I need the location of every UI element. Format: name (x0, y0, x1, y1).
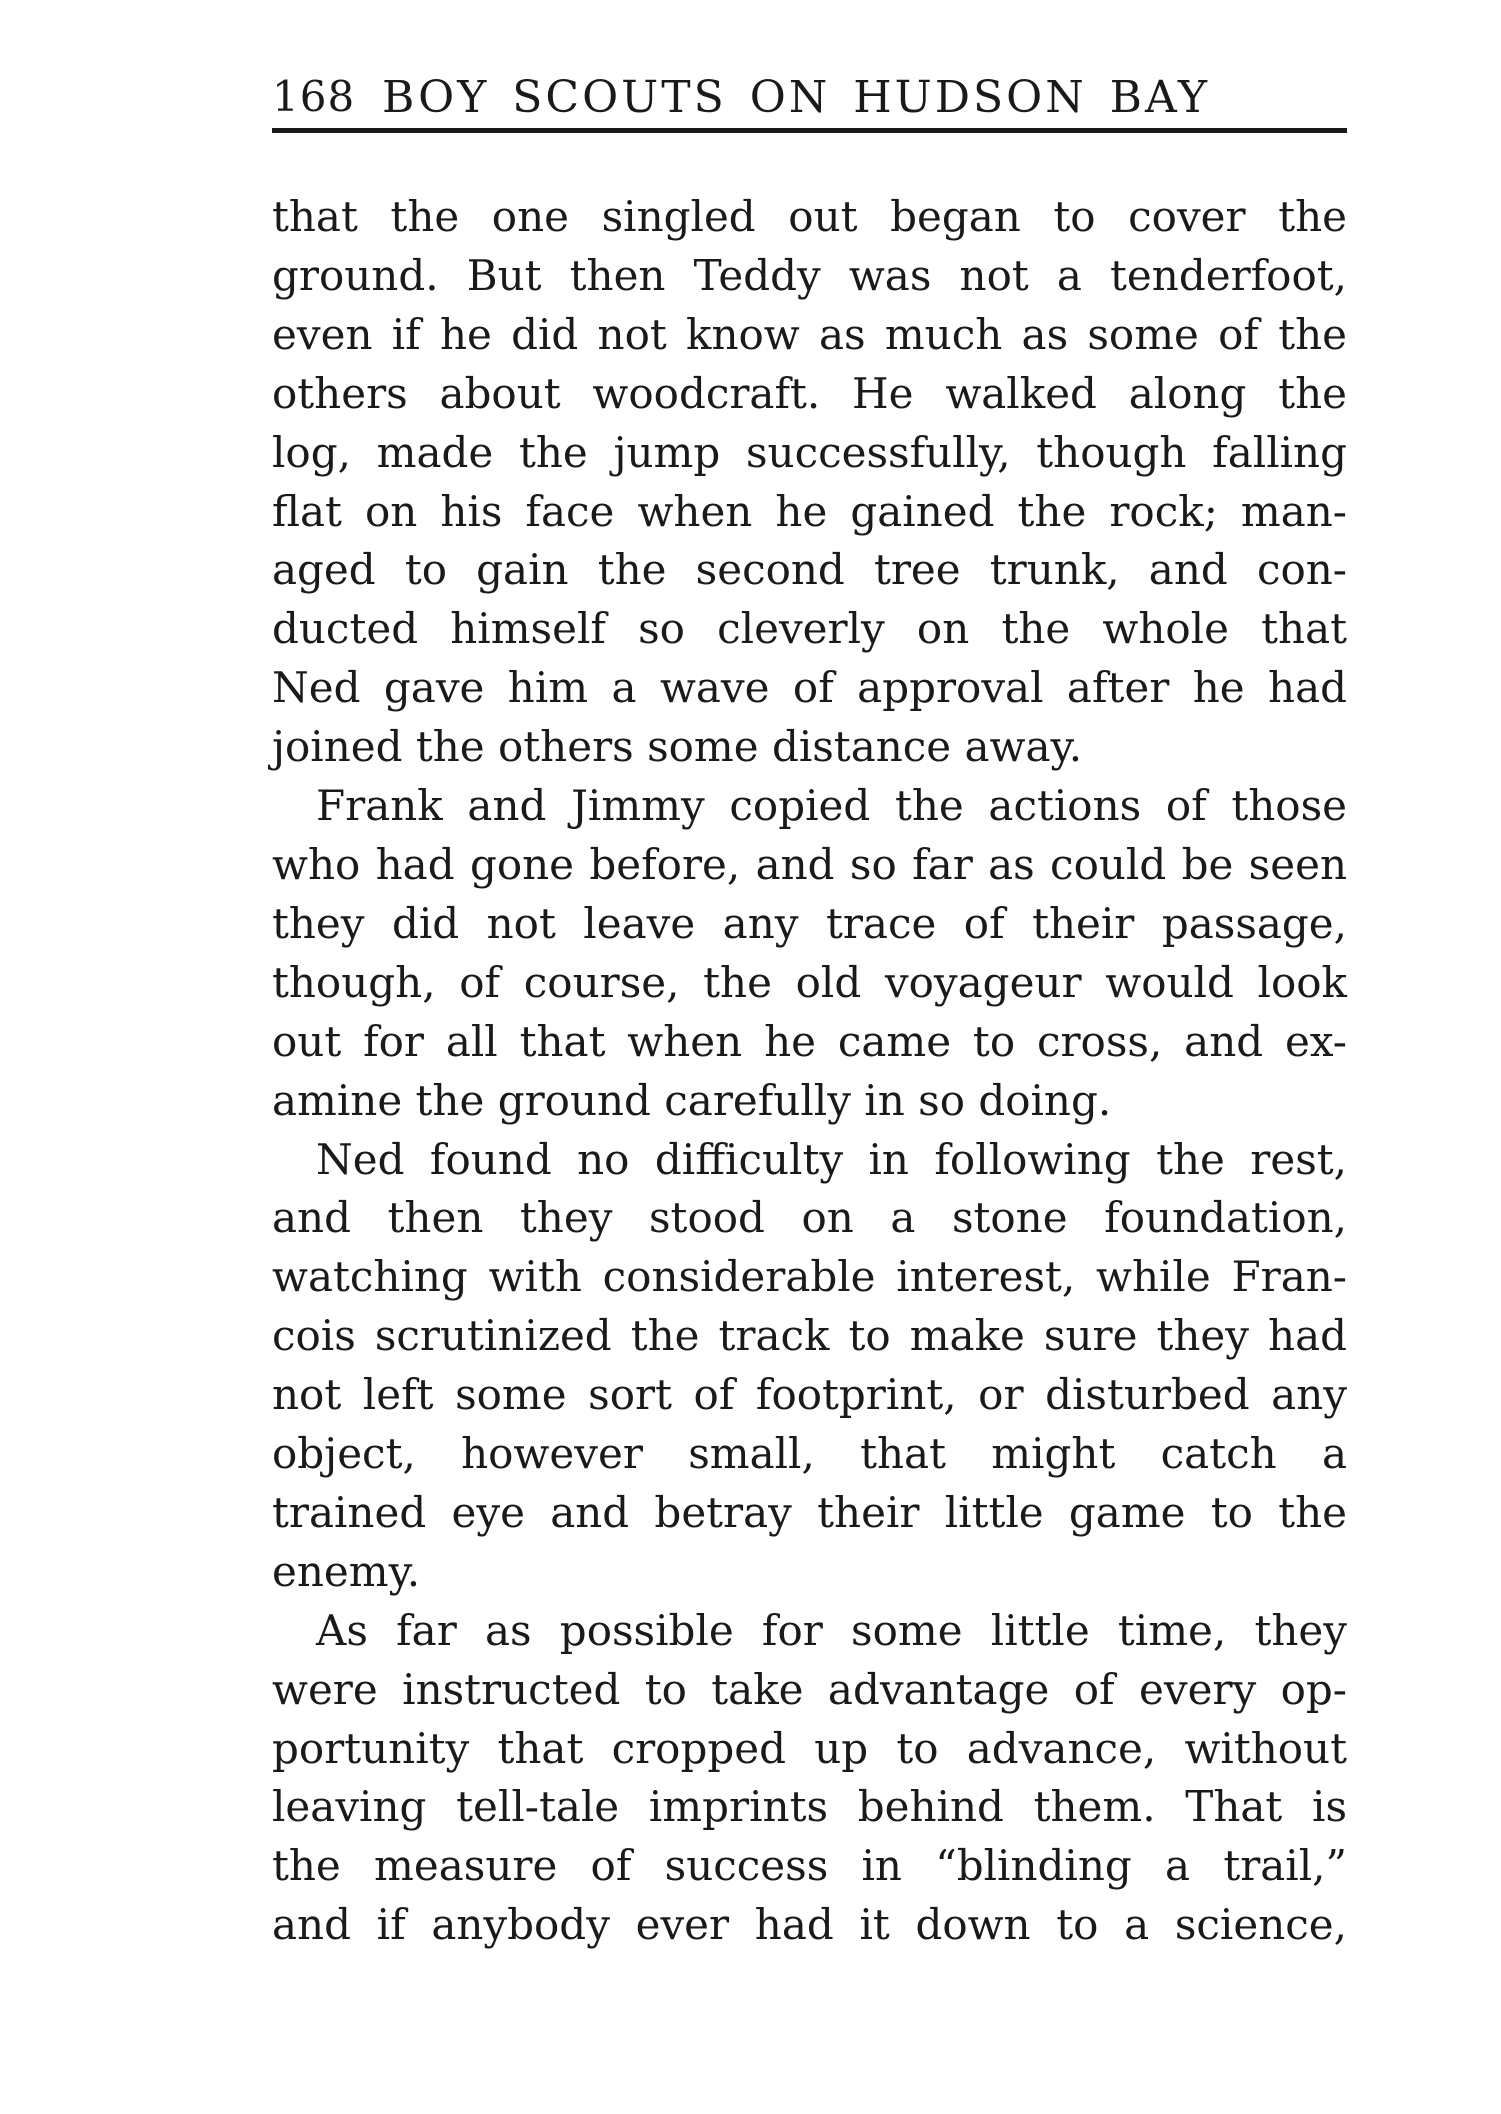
text-line: ducted himself so cleverly on the whole that (272, 604, 1347, 654)
text-line: the measure of success in “blinding a trail,” (272, 1841, 1347, 1891)
paragraph-3 (272, 1131, 1347, 1602)
text-line: flat on his face when he gained the rock; man- (272, 486, 1347, 536)
text-line: amine the ground carefully in so doing. (272, 1075, 1112, 1125)
text-line: As far as possible for some little time, they (316, 1605, 1347, 1655)
text-line: object, however small, that might catch a (272, 1429, 1347, 1479)
text-line: log, made the jump successfully, though falling (272, 427, 1347, 477)
text-line: Ned found no difficulty in following the rest, (316, 1134, 1347, 1184)
text-line: leaving tell-tale imprints behind them. That is (272, 1782, 1347, 1832)
text-line: trained eye and betray their little game to the (272, 1487, 1347, 1537)
paragraph-2 (272, 777, 1347, 1130)
text-line: others about woodcraft. He walked along the (272, 368, 1347, 418)
body-text (272, 188, 1347, 1955)
paragraph-4 (272, 1602, 1347, 1955)
page-number: 168 (272, 72, 356, 121)
text-line: and then they stood on a stone foundation, (272, 1193, 1347, 1243)
text-line: though, of course, the old voyageur would look (272, 957, 1347, 1007)
text-line: not left some sort of footprint, or disturbed any (272, 1370, 1347, 1420)
text-line: out for all that when he came to cross, and ex- (272, 1016, 1347, 1066)
text-line: were instructed to take advantage of every op- (272, 1664, 1347, 1714)
text-line: joined the others some distance away. (272, 722, 1083, 772)
text-line: they did not leave any trace of their passage, (272, 898, 1347, 948)
text-line: aged to gain the second tree trunk, and con- (272, 545, 1347, 595)
text-line: Frank and Jimmy copied the actions of those (316, 781, 1347, 831)
text-line: even if he did not know as much as some of the (272, 309, 1347, 359)
running-title: BOY SCOUTS ON HUDSON BAY (382, 72, 1211, 123)
text-line: ground. But then Teddy was not a tenderfoot, (272, 250, 1347, 300)
text-line: who had gone before, and so far as could be seen (272, 839, 1347, 889)
text-line: watching with considerable interest, while Fran- (272, 1252, 1347, 1302)
text-line: that the one singled out began to cover the (272, 192, 1347, 241)
page-header (272, 70, 1347, 132)
text-line: Ned gave him a wave of approval after he had (272, 663, 1347, 713)
text-line: cois scrutinized the track to make sure they had (272, 1311, 1347, 1361)
text-line: enemy. (272, 1546, 421, 1596)
header-rule (272, 128, 1347, 133)
paragraph-1 (272, 188, 1347, 777)
text-line: and if anybody ever had it down to a science, (272, 1900, 1347, 1950)
text-line: portunity that cropped up to advance, without (272, 1723, 1347, 1773)
